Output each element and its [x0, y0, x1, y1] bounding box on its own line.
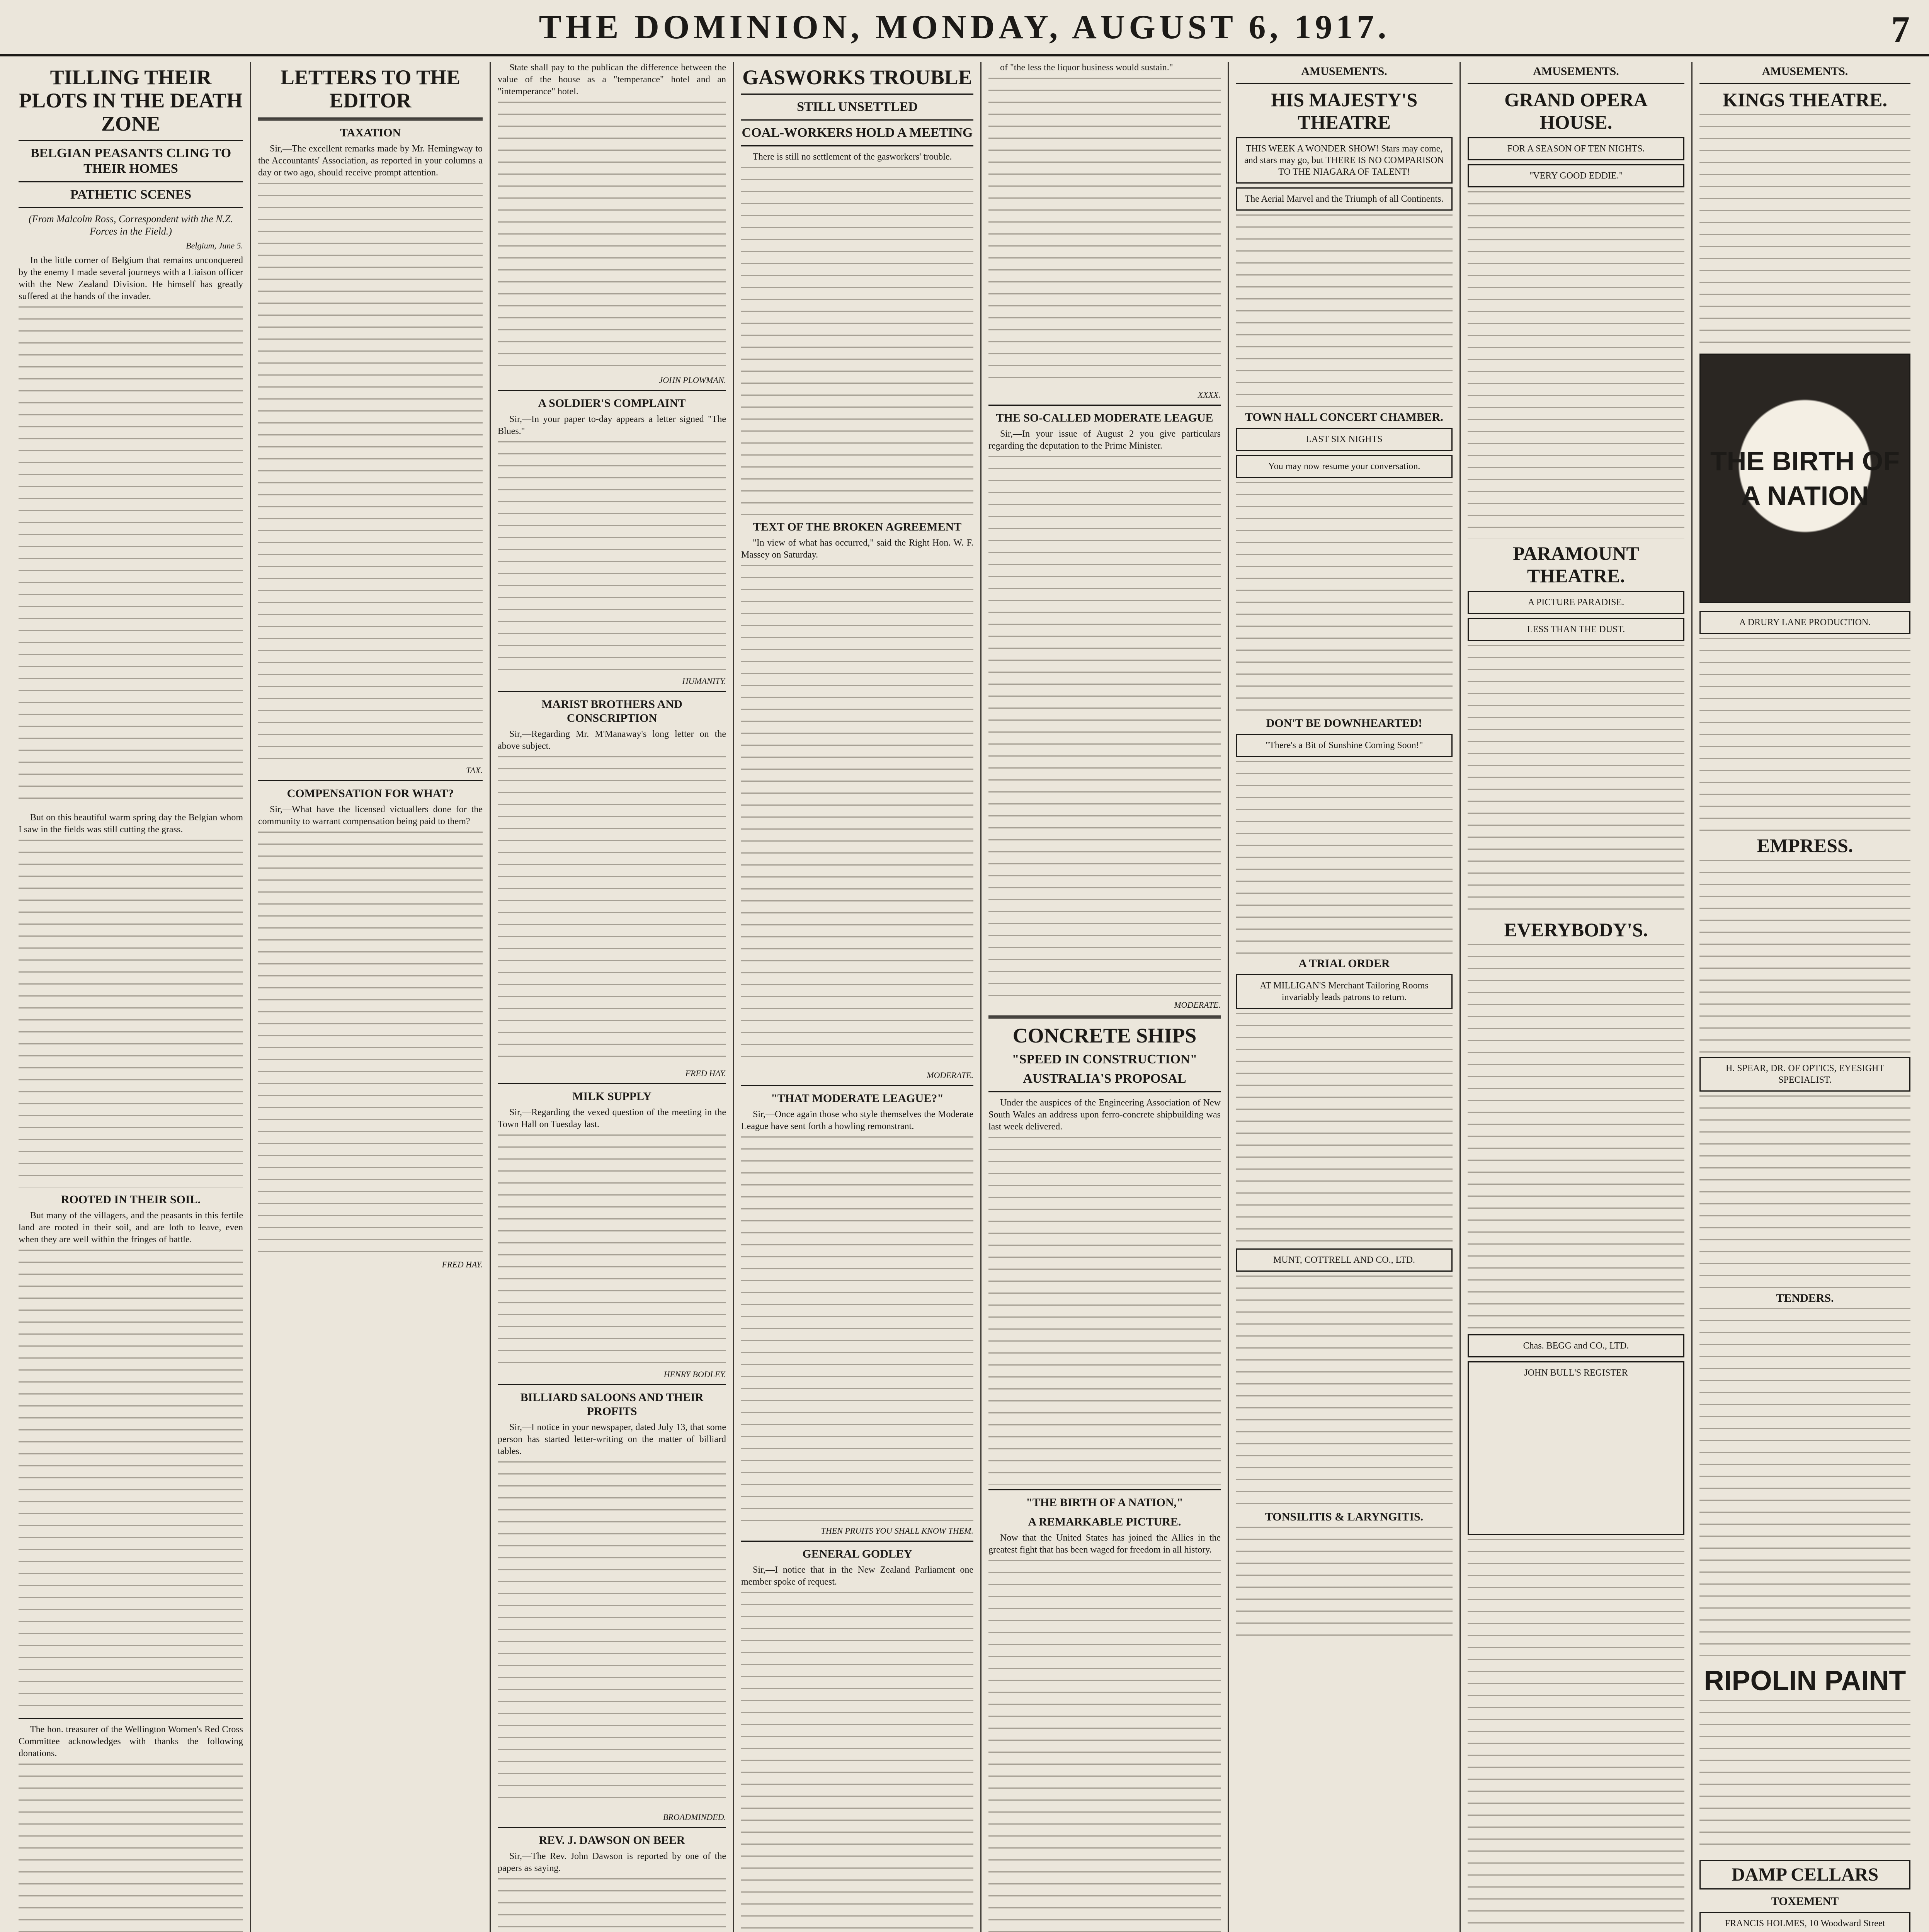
section-tenders: TENDERS.	[1776, 1292, 1834, 1304]
letter-paragraph: Sir,—I notice in your newspaper, dated July 13, that some person has started letter-writing on the matter of billiard tables.	[498, 1422, 726, 1456]
letter-heading-taxation: TAXATION	[340, 126, 401, 139]
section-amusements: AMUSEMENTS.	[1762, 65, 1848, 78]
article-paragraph: But on this beautiful warm spring day the Belgian whom I saw in the fields was still cutting the grass.	[19, 813, 243, 835]
letter-text-block	[258, 832, 483, 1257]
subhead-speed: "SPEED IN CONSTRUCTION"	[1012, 1052, 1198, 1066]
ad-his-majestys: HIS MAJESTY'S THEATRE	[1271, 89, 1418, 133]
letter-signature: JOHN PLOWMAN.	[659, 375, 726, 385]
ad-aerial-marvel: The Aerial Marvel and the Triumph of all Continents.	[1236, 187, 1453, 211]
ad-john-bulls-register: JOHN BULL'S REGISTER	[1468, 1361, 1684, 1535]
letter-text-block	[988, 78, 1221, 387]
letter-text-block	[498, 1461, 726, 1809]
column-4	[734, 62, 982, 1932]
ad-text-block	[1236, 1013, 1453, 1245]
ad-downhearted: DON'T BE DOWNHEARTED!	[1266, 717, 1422, 730]
article-text-block	[741, 167, 973, 515]
article-subheading: A REMARKABLE PICTURE.	[1028, 1515, 1181, 1528]
article-paragraph: Now that the United States has joined the Allies in the greatest fight that has been waged for freedom in all history.	[988, 1533, 1221, 1555]
ad-sunshine: "There's a Bit of Sunshine Coming Soon!"	[1236, 734, 1453, 757]
section-heading: ROOTED IN THEIR SOIL.	[61, 1193, 201, 1206]
letter-signature: FRED HAY.	[442, 1260, 483, 1269]
article-paragraph: Under the auspices of the Engineering Association of New South Wales an address upon ferro-concrete shipbuilding was last week delivered.	[988, 1098, 1221, 1132]
column-7	[1461, 62, 1693, 1932]
article-text-block	[741, 1592, 973, 1932]
ad-paramount: PARAMOUNT THEATRE.	[1513, 543, 1639, 587]
letter-text-block	[498, 1878, 726, 1932]
letter-text-block	[498, 1134, 726, 1366]
letter-text-block	[498, 102, 726, 372]
letter-signature: BROADMINDED.	[663, 1812, 726, 1822]
ad-toxement: TOXEMENT	[1771, 1895, 1839, 1908]
article-heading: GENERAL GODLEY	[802, 1548, 912, 1560]
subhead-coal-workers: COAL-WORKERS HOLD A MEETING	[742, 126, 973, 140]
red-cross-notice: The hon. treasurer of the Wellington Women's Red Cross Committee acknowledges with thanks the following donations.	[19, 1725, 243, 1759]
column-6	[1229, 62, 1461, 1932]
column-5	[982, 62, 1229, 1932]
ad-text-block	[1468, 944, 1684, 1330]
letter-text-block	[498, 756, 726, 1065]
letter-heading: REV. J. DAWSON ON BEER	[539, 1834, 685, 1847]
ad-picture-paradise: A PICTURE PARADISE.	[1468, 591, 1684, 614]
ad-grand-opera-house: GRAND OPERA HOUSE.	[1504, 89, 1648, 133]
letter-paragraph: Sir,—In your paper to-day appears a letter signed "The Blues."	[498, 414, 726, 436]
dateline: Belgium, June 5.	[186, 241, 243, 250]
ad-season: FOR A SEASON OF TEN NIGHTS.	[1468, 137, 1684, 160]
article-paragraph: But many of the villagers, and the peasants in this fertile land are rooted in their soil, and are loth to leave, even when they are well within the fringes of battle.	[19, 1211, 243, 1245]
letter-heading: MARIST BROTHERS AND CONSCRIPTION	[541, 698, 682, 724]
ad-text-block	[1699, 860, 1910, 1053]
page-columns	[12, 62, 1917, 1932]
article-text-block	[988, 1137, 1221, 1485]
ad-text-block	[1236, 1527, 1453, 1643]
article-paragraph: In the little corner of Belgium that remains unconquered by the enemy I made several journeys with a Liaison officer with the New Zealand Division. He himself has greatly suffered at the hands of the invader.	[19, 255, 243, 301]
ad-text-block	[1699, 114, 1910, 346]
headline-death-zone: TILLING THEIR PLOTS IN THE DEATH ZONE	[19, 66, 243, 135]
letter-paragraph: Sir,—Once again those who style themselves the Moderate League have sent forth a howling remonstrant.	[741, 1109, 973, 1131]
article-text-block	[19, 306, 243, 809]
article-heading: "THE BIRTH OF A NATION,"	[1026, 1496, 1183, 1509]
letter-paragraph: State shall pay to the publican the difference between the value of the house as a "temperance" hotel and an "intemperance" hotel.	[498, 63, 726, 97]
ad-conversation: You may now resume your conversation.	[1236, 455, 1453, 478]
letter-signature: HUMANITY.	[682, 676, 726, 686]
headline-concrete-ships: CONCRETE SHIPS	[1012, 1024, 1197, 1047]
ad-damp-cellars: DAMP CELLARS	[1699, 1860, 1910, 1889]
letter-heading: A SOLDIER'S COMPLAINT	[538, 397, 686, 410]
section-heading: TEXT OF THE BROKEN AGREEMENT	[753, 520, 962, 533]
letter-heading-compensation: COMPENSATION FOR WHAT?	[287, 787, 454, 800]
article-text-block	[19, 1764, 243, 1932]
article-paragraph: Sir,—I notice that in the New Zealand Parliament one member spoke of request.	[741, 1565, 973, 1587]
article-paragraph: There is still no settlement of the gasworkers' trouble.	[753, 152, 952, 162]
letter-paragraph: Sir,—The Rev. John Dawson is reported by one of the papers as saying.	[498, 1851, 726, 1873]
letter-heading: BILLIARD SALOONS AND THEIR PROFITS	[520, 1391, 704, 1418]
article-text-block	[19, 1250, 243, 1713]
ad-munt-cottrell: MUNT, COTTRELL AND CO., LTD.	[1236, 1248, 1453, 1272]
letter-signature: MODERATE.	[927, 1070, 973, 1080]
ad-text-block	[1468, 645, 1684, 915]
ad-wonder-show: THIS WEEK A WONDER SHOW! Stars may come, and stars may go, but THERE IS NO COMPARISON TO THE NIAGARA OF TALENT!	[1236, 137, 1453, 184]
letter-signature: MODERATE.	[1174, 1000, 1221, 1010]
ad-text-block	[1468, 191, 1684, 539]
column-3	[491, 62, 734, 1932]
letter-text-block	[498, 441, 726, 673]
ad-kings-theatre: KINGS THEATRE.	[1722, 89, 1888, 111]
letter-signature: THEN PRUITS YOU SHALL KNOW THEM.	[821, 1526, 973, 1536]
letter-paragraph: of "the less the liquor business would sustain."	[1000, 63, 1173, 73]
birth-of-a-nation-title: THE BIRTH OF A NATION	[1710, 446, 1900, 511]
article-paragraph: "In view of what has occurred," said the Right Hon. W. F. Massey on Saturday.	[741, 538, 973, 560]
ad-text-block	[1236, 761, 1453, 954]
article-text-block	[988, 1560, 1221, 1932]
letter-paragraph: Sir,—In your issue of August 2 you give particulars regarding the deputation to the Prime Minister.	[988, 429, 1221, 451]
ad-town-hall: TOWN HALL CONCERT CHAMBER.	[1245, 411, 1443, 423]
ad-tonsilitis: TONSILITIS & LARYNGITIS.	[1265, 1510, 1424, 1523]
ad-text-block	[1468, 1539, 1684, 1925]
column-8	[1693, 62, 1917, 1932]
letter-paragraph: Sir,—Regarding the vexed question of the meeting in the Town Hall on Tuesday last.	[498, 1107, 726, 1129]
letter-paragraph: Sir,—Regarding Mr. M'Manaway's long letter on the above subject.	[498, 729, 726, 751]
letter-signature: HENRY BODLEY.	[663, 1369, 726, 1379]
ad-chas-begg: Chas. BEGG and CO., LTD.	[1468, 1334, 1684, 1357]
ad-h-spear: H. SPEAR, DR. OF OPTICS, EYESIGHT SPECIALIST.	[1699, 1057, 1910, 1092]
letter-heading: THE SO-CALLED MODERATE LEAGUE	[996, 412, 1213, 424]
headline-letters: LETTERS TO THE EDITOR	[280, 66, 461, 112]
ad-text-block	[1699, 1308, 1910, 1656]
subhead-pathetic-scenes: PATHETIC SCENES	[70, 187, 192, 202]
ad-francis-holmes: FRANCIS HOLMES, 10 Woodward Street	[1699, 1912, 1910, 1932]
ad-text-block	[1236, 482, 1453, 714]
ad-last-six-nights: LAST SIX NIGHTS	[1236, 428, 1453, 451]
ad-empress: EMPRESS.	[1757, 835, 1853, 856]
masthead	[0, 0, 1929, 56]
article-text-block	[19, 840, 243, 1187]
birth-of-a-nation-illustration	[1699, 354, 1910, 603]
ad-very-good-eddie: "VERY GOOD EDDIE."	[1468, 164, 1684, 187]
column-1	[12, 62, 251, 1932]
ad-drury-lane: A DRURY LANE PRODUCTION.	[1699, 611, 1910, 634]
ad-text-block	[1236, 214, 1453, 408]
letter-signature: TAX.	[466, 765, 483, 775]
subhead-unsettled: STILL UNSETTLED	[797, 100, 918, 114]
letter-signature: XXXX.	[1198, 390, 1221, 400]
ad-text-block	[1699, 638, 1910, 831]
column-2	[251, 62, 491, 1932]
ad-text-block	[1236, 1276, 1453, 1507]
letter-text-block	[741, 1136, 973, 1523]
letter-paragraph: Sir,—What have the licensed victuallers done for the community to warrant compensation being paid to them?	[258, 804, 483, 827]
ad-milligans: AT MILLIGAN'S Merchant Tailoring Rooms invariably leads patrons to return.	[1236, 974, 1453, 1009]
subhead-australia: AUSTRALIA'S PROPOSAL	[1023, 1071, 1186, 1086]
ad-ripolin-paint: RIPOLIN PAINT	[1704, 1665, 1906, 1696]
letter-paragraph: Sir,—The excellent remarks made by Mr. Hemingway to the Accountants' Association, as reported in your columns a day or two ago, should receive prompt attention.	[258, 144, 483, 178]
ad-text-block	[1699, 1700, 1910, 1854]
article-text-block	[741, 565, 973, 1067]
section-amusements: AMUSEMENTS.	[1533, 65, 1619, 78]
ad-less-than-dust: LESS THAN THE DUST.	[1468, 618, 1684, 641]
page-number: 7	[1891, 9, 1914, 50]
ad-everybodys: EVERYBODY'S.	[1504, 919, 1648, 940]
letter-text-block	[258, 183, 483, 762]
ad-text-block	[1699, 1095, 1910, 1289]
masthead-title: THE DOMINION, MONDAY, AUGUST 6, 1917.	[539, 8, 1390, 46]
letter-signature: FRED HAY.	[685, 1068, 726, 1078]
article-dek: (From Malcolm Ross, Correspondent with the N.Z. Forces in the Field.)	[29, 213, 233, 237]
subhead-belgian-peasants: BELGIAN PEASANTS CLING TO THEIR HOMES	[30, 146, 231, 176]
section-amusements: AMUSEMENTS.	[1301, 65, 1387, 78]
letter-heading: "THAT MODERATE LEAGUE?"	[771, 1092, 944, 1105]
letter-heading: MILK SUPPLY	[572, 1090, 652, 1103]
ad-trial-order: A TRIAL ORDER	[1298, 957, 1390, 970]
headline-gasworks: GASWORKS TROUBLE	[742, 66, 972, 89]
letter-text-block	[988, 456, 1221, 997]
